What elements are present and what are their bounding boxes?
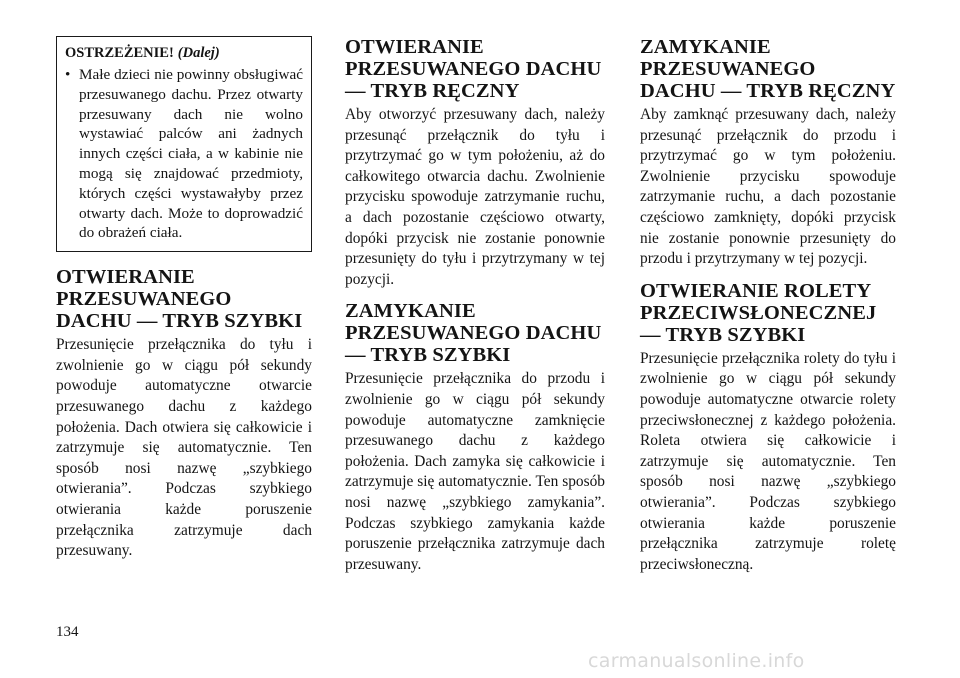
section-heading-manual-open: OTWIERANIE PRZESUWANEGO DACHU — TRYB RĘCZNY bbox=[345, 36, 602, 102]
warning-continued-label: (Dalej) bbox=[177, 45, 220, 61]
section-body-express-close: Przesunięcie przełącznika do przodu i zwolnienie go w ciągu pół sekundy powoduje automatyczne zamknięcie przesuwanego dachu z każdego położenia. Dach zamyka się całkowicie i zatrzymuje się automatycznie. Ten sposób nosi nazwę „szybkiego zamykania”. Podczas szybkiego zamykania każde poruszenie przełącznika zatrzymuje dach przesuwany. bbox=[345, 370, 605, 573]
warning-bullet-item bbox=[65, 65, 303, 243]
section-heading-express-close: ZAMYKANIE PRZESUWANEGO DACHU — TRYB SZYBKI bbox=[345, 300, 602, 367]
warning-box bbox=[56, 36, 312, 252]
watermark-text: carmanualsonline.info bbox=[588, 650, 805, 672]
column-middle bbox=[345, 36, 605, 575]
section-body-express-open: Przesunięcie przełącznika do tyłu i zwolnienie go w ciągu pół sekundy powoduje automatyczne otwarcie przesuwanego dachu z każdego położenia. Dach otwiera się całkowicie i zatrzymuje się automatycznie. Ten sposób nosi nazwę „szybkiego otwierania”. Podczas szybkiego otwierania każde poruszenie przełącznika zatrzymuje dach przesuwany. bbox=[56, 336, 312, 560]
section-body-shade-express-open: Przesunięcie przełącznika rolety do tyłu i zwolnienie go w ciągu pół sekundy powoduje automatyczne otwarcie rolety przeciwsłonecznej z każdego położenia. Roleta otwiera się całkowicie i zatrzymuje się automatycznie. Ten sposób nosi nazwę „szybkiego otwierania”. Podczas szybkiego otwierania każde poruszenie przełącznika zatrzymuje roletę przeciwsłoneczną. bbox=[640, 349, 896, 573]
warning-text: Małe dzieci nie powinny obsługiwać przesuwanego dachu. Przez otwarty przesuwany dach nie wolno wystawiać palców ani żadnych innych części ciała, a w kabinie nie mogą się znajdować przedmioty, których części wystawałyby przez otwarty dach. Może to doprowadzić do obrażeń ciała. bbox=[79, 66, 303, 242]
section-heading-shade-express-open: OTWIERANIE ROLETY PRZECIWSŁONECZNEJ — TRYB SZYBKI bbox=[640, 279, 877, 346]
section-body-manual-close: Aby zamknąć przesuwany dach, należy przesunąć przełącznik do przodu i przytrzymać go w tym położeniu. Zwolnienie przycisku spowoduje zatrzymanie ruchu, a dach pozostanie częściowo zamknięty, dopóki przycisk nie zostanie ponownie przesunięty do przodu i przytrzymany w tej pozycji. bbox=[640, 106, 896, 268]
section-heading-express-open: OTWIERANIE PRZESUWANEGO DACHU — TRYB SZYBKI bbox=[56, 266, 303, 333]
section-body-manual-open: Aby otworzyć przesuwany dach, należy przesunąć przełącznik do tyłu i przytrzymać go w tym położeniu, aż do całkowitego otwarcia dachu. Zwolnienie przycisku spowoduje zatrzymanie ruchu, a dach pozostanie częściowo otwarty, dopóki przycisk nie zostanie ponownie przesunięty do tyłu i przytrzymany w tej pozycji. bbox=[345, 106, 605, 288]
bullet-icon: • bbox=[65, 66, 71, 83]
section-heading-manual-close: ZAMYKANIE PRZESUWANEGO DACHU — TRYB RĘCZNY bbox=[640, 36, 896, 102]
warning-label: OSTRZEŻENIE! bbox=[65, 45, 174, 61]
column-right bbox=[640, 36, 896, 575]
warning-heading bbox=[65, 44, 303, 63]
column-left bbox=[56, 36, 312, 562]
page-number: 134 bbox=[56, 624, 79, 640]
